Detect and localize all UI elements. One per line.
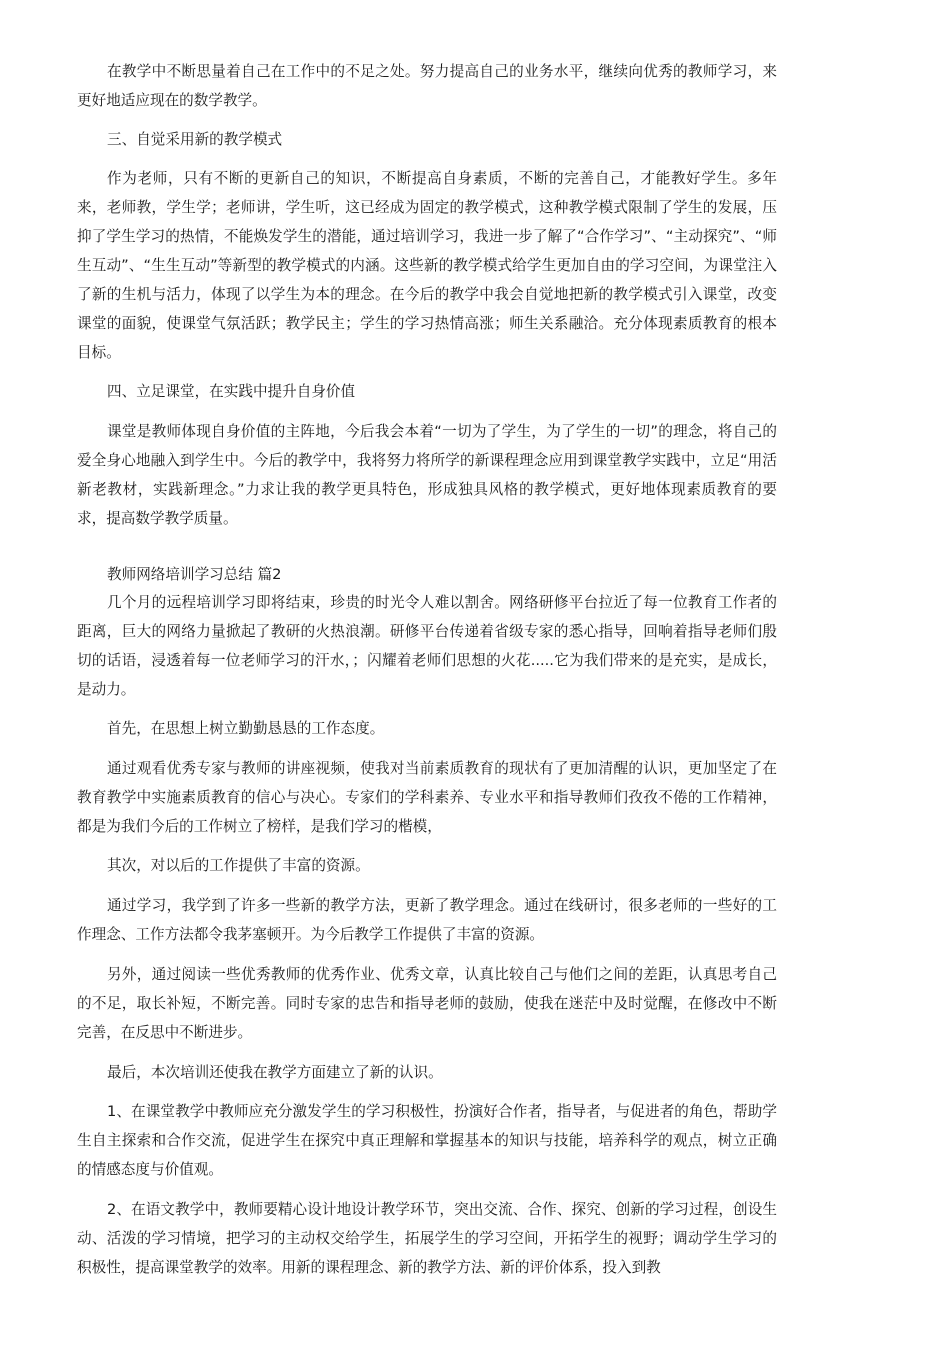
body-paragraph: 作为老师，只有不断的更新自己的知识，不断提高自身素质，不断的完善自己，才能教好学生。多年来，老师教，学生学；老师讲，学生听，这已经成为固定的教学模式，这种教学模式限制了学生的发展，压抑了学生学习的热情，不能焕发学生的潜能，通过培训学习，我进一步了解了“合作学习”、“主动探究”、“师生互动”、“生生互动”等新型的教学模式的内涵。这些新的教学模式给学生更加自由的学习空间，为课堂注入了新的生机与活力，体现了以学生为本的理念。在今后的教学中我会自觉地把新的教学模式引入课堂，改变课堂的面貌，使课堂气氛活跃；教学民主；学生的学习热情高涨；师生关系融洽。充分体现素质教育的根本目标。 bbox=[77, 170, 777, 361]
body-paragraph: 在教学中不断思量着自己在工作中的不足之处。努力提高自己的业务水平，继续向优秀的教师学习，来更好地适应现在的数学教学。 bbox=[77, 63, 777, 109]
body-paragraph: 课堂是教师体现自身价值的主阵地，今后我会本着“一切为了学生，为了学生的一切”的理念，将自己的爱全身心地融入到学生中。今后的教学中，我将努力将所学的新课程理念应用到课堂教学实践中，立足“用活新老教材，实践新理念。”力求让我的教学更具特色，形成独具风格的教学模式，更好地体现素质教育的要求，提高数学教学质量。 bbox=[77, 423, 777, 527]
body-paragraph: 通过学习，我学到了许多一些新的教学方法，更新了教学理念。通过在线研讨，很多老师的一些好的工作理念、工作方法都令我茅塞顿开。为今后教学工作提供了丰富的资源。 bbox=[77, 897, 777, 943]
body-paragraph: 通过观看优秀专家与教师的讲座视频，使我对当前素质教育的现状有了更加清醒的认识，更加坚定了在教育教学中实施素质教育的信心与决心。专家们的学科素养、专业水平和指导教师们孜孜不倦的工作精神，都是为我们今后的工作树立了榜样，是我们学习的楷模， bbox=[77, 760, 777, 835]
body-paragraph: 其次，对以后的工作提供了丰富的资源。 bbox=[107, 857, 370, 874]
section-heading: 三、自觉采用新的教学模式 bbox=[107, 131, 283, 148]
body-paragraph: 2、在语文教学中，教师要精心设计地设计教学环节，突出交流、合作、探究、创新的学习过程，创设生动、活泼的学习情境，把学习的主动权交给学生，拓展学生的学习空间，开拓学生的视野；调动学生学习的积极性，提高课堂教学的效率。用新的课程理念、新的教学方法、新的评价体系，投入到教 bbox=[77, 1201, 777, 1276]
body-paragraph: 1、在课堂教学中教师应充分激发学生的学习积极性，扮演好合作者，指导者，与促进者的角色，帮助学生自主探索和合作交流，促进学生在探究中真正理解和掌握基本的知识与技能，培养科学的观点，树立正确的情感态度与价值观。 bbox=[77, 1103, 777, 1178]
body-paragraph: 几个月的远程培训学习即将结束，珍贵的时光令人难以割舍。网络研修平台拉近了每一位教育工作者的距离，巨大的网络力量掀起了教研的火热浪潮。研修平台传递着省级专家的悉心指导，回响着指导老师们殷切的话语，浸透着每一位老师学习的汗水，；闪耀着老师们思想的火花.....它为我们带来的是充实，是成长，是动力。 bbox=[77, 594, 777, 698]
section-heading: 四、立足课堂，在实践中提升自身价值 bbox=[107, 383, 356, 400]
body-paragraph: 最后，本次培训还使我在教学方面建立了新的认识。 bbox=[107, 1064, 443, 1081]
body-paragraph: 首先，在思想上树立勤勤恳恳的工作态度。 bbox=[107, 720, 385, 737]
section-heading: 教师网络培训学习总结 篇2 bbox=[107, 566, 282, 583]
body-paragraph: 另外，通过阅读一些优秀教师的优秀作业、优秀文章，认真比较自己与他们之间的差距，认真思考自己的不足，取长补短，不断完善。同时专家的忠告和指导老师的鼓励，使我在迷茫中及时觉醒，在修改中不断完善，在反思中不断进步。 bbox=[77, 966, 777, 1041]
